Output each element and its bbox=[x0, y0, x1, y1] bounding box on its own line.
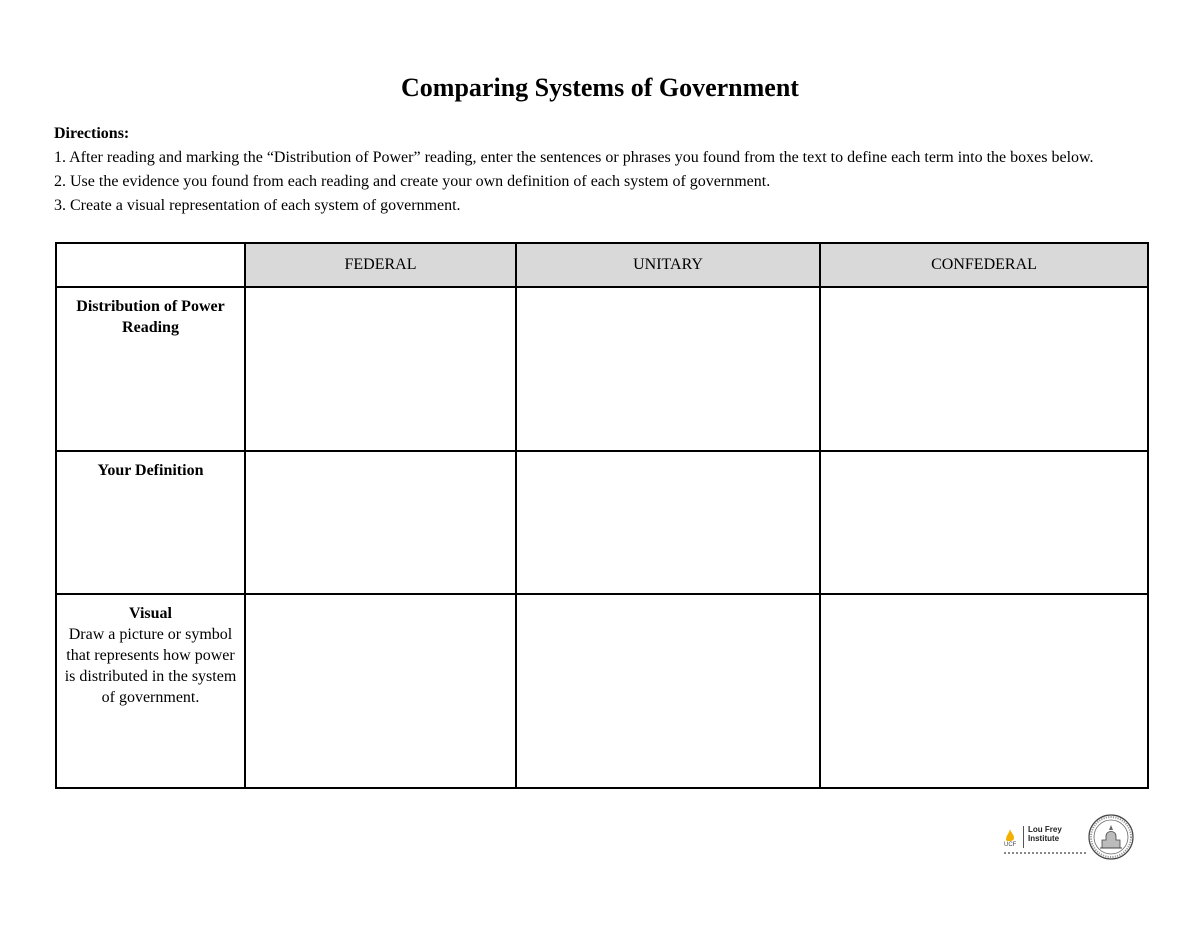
logo-tagline-rule bbox=[1004, 852, 1088, 854]
logo-line-2: Institute bbox=[1028, 834, 1060, 843]
row-label-text: Your Definition bbox=[97, 462, 204, 479]
row-label-text: Distribution of Power Reading bbox=[76, 298, 225, 336]
institution-seal-icon bbox=[1088, 813, 1134, 861]
cell-unitary-distribution[interactable] bbox=[516, 287, 820, 451]
direction-step-1: 1. After reading and marking the “Distribution of Power” reading, enter the sentences or phrases you found from the text to define each term into the boxes below. bbox=[54, 149, 1094, 166]
cell-unitary-definition[interactable] bbox=[516, 451, 820, 594]
logo-line-1: Lou Frey bbox=[1028, 825, 1062, 834]
directions-heading: Directions: bbox=[54, 125, 130, 142]
row-label-note: Draw a picture or symbol that represents how power is distributed in the system of government. bbox=[64, 626, 237, 706]
row-label-distribution bbox=[56, 287, 245, 451]
logo-org-name bbox=[1028, 825, 1062, 843]
comparison-table bbox=[55, 242, 1149, 789]
table-header-row bbox=[56, 243, 1148, 287]
cell-confederal-visual[interactable] bbox=[820, 594, 1148, 788]
column-header-confederal: CONFEDERAL bbox=[820, 243, 1148, 287]
row-label-text: Visual bbox=[129, 605, 172, 622]
logo-divider bbox=[1023, 826, 1024, 848]
direction-step-3: 3. Create a visual representation of each system of government. bbox=[54, 197, 461, 214]
table-row-distribution bbox=[56, 287, 1148, 451]
table-row-definition bbox=[56, 451, 1148, 594]
page-title: Comparing Systems of Government bbox=[401, 73, 799, 102]
row-label-definition bbox=[56, 451, 245, 594]
row-label-visual bbox=[56, 594, 245, 788]
footer-logos bbox=[1000, 812, 1140, 866]
cell-federal-definition[interactable] bbox=[245, 451, 516, 594]
cell-unitary-visual[interactable] bbox=[516, 594, 820, 788]
column-header-unitary: UNITARY bbox=[516, 243, 820, 287]
table-row-visual bbox=[56, 594, 1148, 788]
column-header-federal: FEDERAL bbox=[245, 243, 516, 287]
ucf-pegasus-icon bbox=[1004, 826, 1016, 842]
cell-federal-visual[interactable] bbox=[245, 594, 516, 788]
directions bbox=[54, 122, 1149, 218]
header-corner-cell bbox=[56, 243, 245, 287]
direction-step-2: 2. Use the evidence you found from each reading and create your own definition of each system of government. bbox=[54, 173, 771, 190]
cell-confederal-distribution[interactable] bbox=[820, 287, 1148, 451]
cell-federal-distribution[interactable] bbox=[245, 287, 516, 451]
cell-confederal-definition[interactable] bbox=[820, 451, 1148, 594]
ucf-wordmark: UCF bbox=[1004, 842, 1017, 848]
